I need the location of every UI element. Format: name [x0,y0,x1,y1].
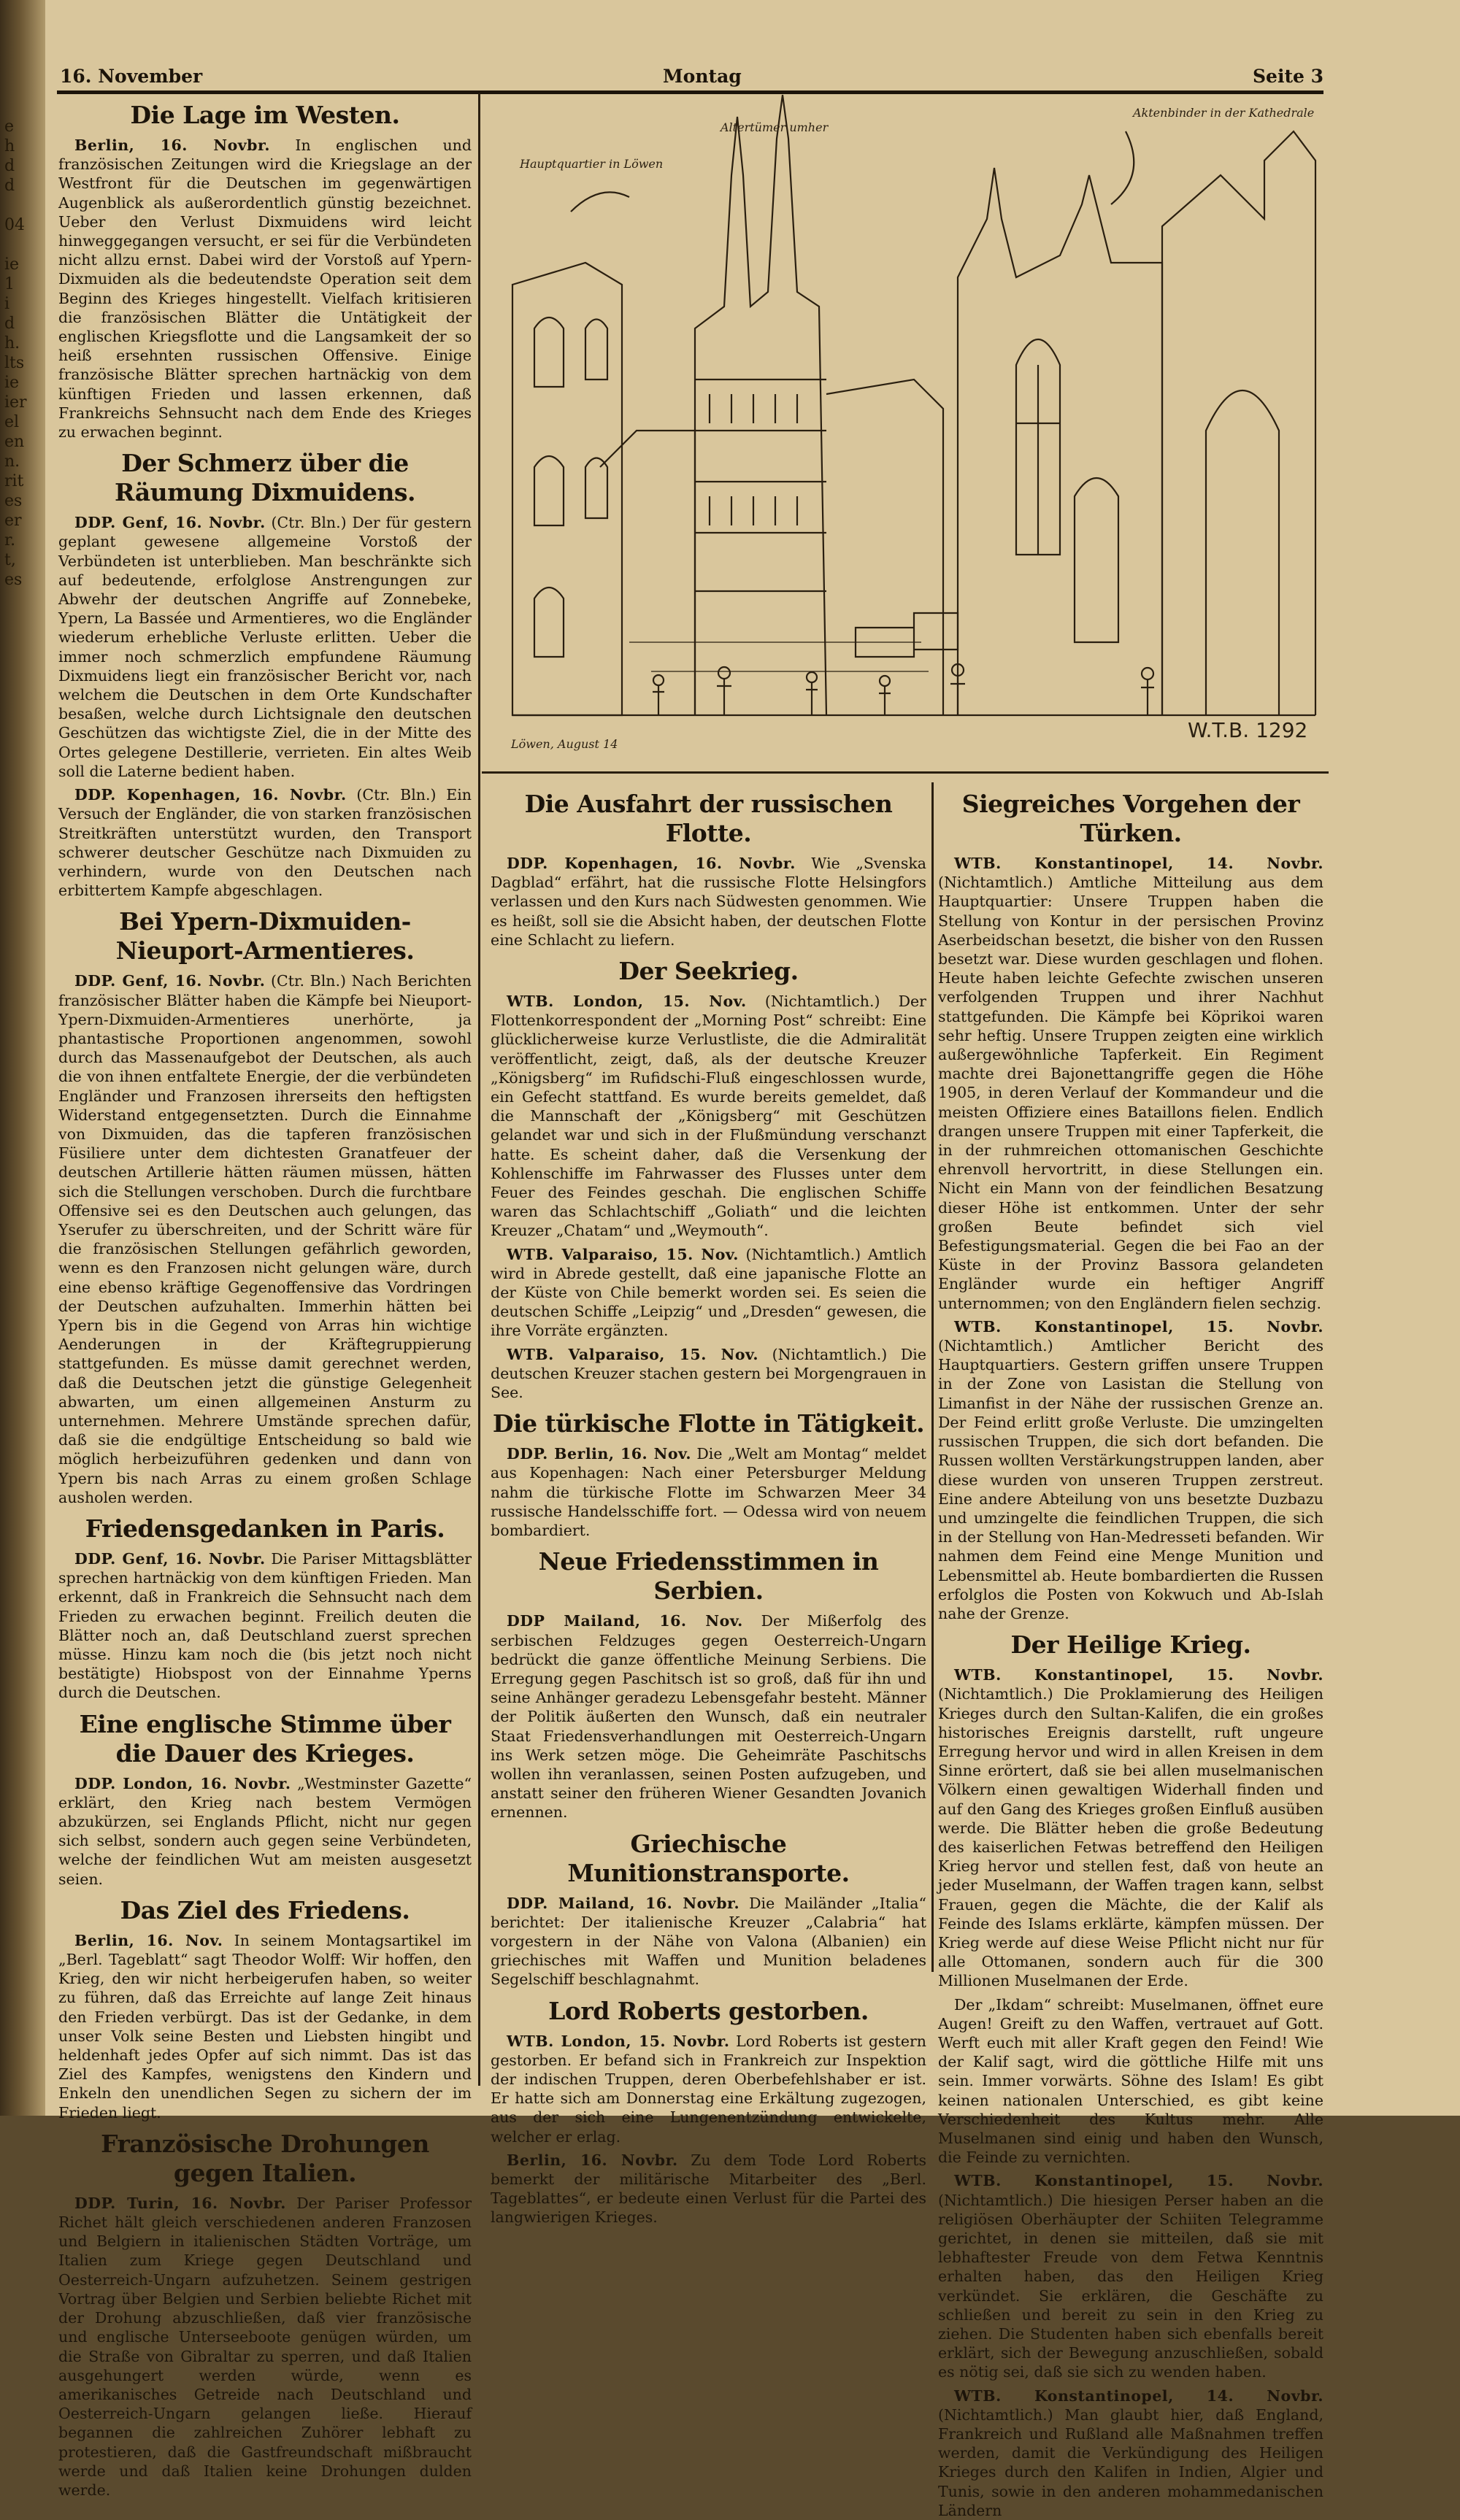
article-paragraph [491,1345,926,1403]
sketch-note-middle: Altertümer umher [721,120,829,134]
article [58,907,472,1507]
article-paragraph [938,1995,1323,2168]
column-rule [931,782,934,1972]
article [491,1409,926,1540]
article-text: (Nichtamtlich.) Der Flottenkorrespondent der „Morning Post“ schreibt: Eine glücklicherweise kurze Verlustliste, die die Admiralität veröffentlicht, zeigt, daß, als der deutsche Kreuzer „Königsberg“ im Rufidschi-Fluß eingeschlossen wurde, ein Gefecht stattfand. Es wurde bereits gemeldet, daß die Mannschaft der „Königsberg“ mit Geschützen gelandet war und sich in der Flußmündung verschanzt hatte. Es scheint daher, daß die Versenkung der Kohlenschiffe im Fahrwasser des Flusses unter dem Feuer des Feindes geschah. Die englischen Schiffe waren das Schlachtschiff „Goliath“ und die leichten Kreuzer „Chatam“ und „Weymouth“. [491,993,926,1240]
article-text: (Nichtamtlich.) Die deutschen Kreuzer stachen gestern bei Morgengrauen in See. [491,1345,926,1402]
sketch-caption: W.T.B. 1292 [1188,718,1308,742]
article-paragraph [58,971,472,1507]
article-text: (Nichtamtlich.) Amtlich wird in Abrede gestellt, daß eine japanische Flotte an der Küste von Chile bemerkt worden sei. Es seien die deutschen Schiffe „Leipzig“ und „Dresden“ gewesen, die ihre Vorräte ergänzten. [491,1245,926,1340]
article-paragraph [491,2032,926,2146]
sketch-illustration [505,88,1323,766]
article-headline: Französische Drohungen gegen Italien. [101,2129,429,2187]
facing-page-fragment: e h d d 04 ie 1 i d h. lts ie ier el en n. rit es er r. t, es [4,117,27,589]
dateline: Berlin, 16. Novbr. [507,2151,678,2169]
article [491,957,926,1402]
article [58,1514,472,1703]
article-headline: Neue Friedensstimmen in Serbien. [538,1547,879,1606]
article-headline: Das Ziel des Friedens. [120,1895,410,1924]
article-paragraph [938,1317,1323,1623]
dateline: DDP. Genf, 16. Novbr. [74,514,266,532]
article-paragraph [491,854,926,949]
dateline: Berlin, 16. Nov. [74,1931,223,1949]
article [491,1997,926,2227]
article [58,1710,472,1889]
article-headline: Der Seekrieg. [618,957,799,986]
article-paragraph [58,1931,472,2122]
article-text: (Nichtamtlich.) Amtlicher Bericht des Hauptquartiers. Gestern griffen unsere Truppen in der Zone von Lasistan die Stellung von Limanfist in der Nähe der russischen Grenze an. Der Feind erlitt große Verluste. Die umzingelten russischen Truppen, die sich dort befanden. Die Russen wollten Verstärkungstruppen landen, aber diese wurden von unseren Truppen zerstreut. Eine andere Abteilung von uns besetzte Duzbazu und umzingelte die feindlichen Truppen, die sich in der Stellung von Han-Medresseti befanden. Wir nahmen dem Feind eine Menge Munition und Lebensmittel ab. Heute bombardierten die Russen erfolglos die Posten von Kokwuch und Ab-Islah nahe der Grenze. [938,1337,1323,1622]
article-text: Die Pariser Mittagsblätter sprechen hartnäckig von dem künftigen Frieden. Man erkennt, daß in Frankreich die Sehnsucht nach dem Frieden zu erwachen beginnt. Freilich deuten die Blätter noch an, daß Deutschland zuerst sprechen müsse. Hinzu kam noch die (bis jetzt noch nicht bestätigte) Hiobspost von der Einnahme Yperns durch die Deutschen. [58,1550,472,1702]
article-text: (Nichtamtlich.) Man glaubt hier, daß England, Frankreich und Rußland alle Maßnahmen treffen werden, damit die Verkündigung des Heiligen Krieges durch den Kalifen in Indien, Algier und Tunis, sowie in den anderen mohammedanischen Ländern [938,2405,1323,2519]
column-1 [58,93,472,2499]
article-text: (Ctr. Bln.) Nach Berichten französischer Blätter haben die Kämpfe bei Nieuport-Ypern-Dixmuiden-Armentieres unerhörte, ja phantastische Proportionen angenommen, sowohl durch das Massenaufgebot der Deutschen, als auch die von ihnen entfaltete Energie, der die verbündeten Engländer und Franzosen ihrerseits den heftigsten Widerstand entgegensetzten. Durch die Einnahme von Dixmuiden, das die tapferen französischen Füsiliere unter dem dichtesten Granatfeuer der deutschen Artillerie hätten räumen müssen, hätten sich die Stellungen verschoben. Durch die furchtbare Offensive sei es den Deutschen auch gelungen, das Yserufer zu überschreiten, und der Schritt wäre für die französischen Stellungen gefährlich geworden, wenn es den Franzosen nicht gelungen wäre, durch eine ebenso kräftige Gegenoffensive das Vordringen der Deutschen aufzuhalten. Immerhin hätten bei Ypern bis in die Gegend von Arras hin wichtige Aenderungen in der Kräftegruppierung stattgefunden. Es müsse damit gerechnet werden, daß die Deutschen jetzt die günstige Gelegenheit abwarten, um einen allgemeinen Ansturm zu unternehmen. Mehrere Umstände sprechen dafür, daß sie die endgültige Entscheidung so bald wie möglich herbeizuführen gedenken und dann von Ypern bis nach Arras zu einem großen Schlage ausholen werden. [58,972,472,1506]
article-text: Der Pariser Professor Richet hält gleich verschiedenen anderen Franzosen und Belgiern in italienischen Städten Vorträge, um Italien zum Kriege gegen Deutschland und Oesterreich-Ungarn aufzuhetzen. Seinem gestrigen Vortrag über Belgien und Serbien beliebte Richet mit der Drohung abzuschließen, daß vier französische und englische Unterseeboote genügen würden, um die Straße von Gibraltar zu sperren, und daß Italien ausgehungert werden würde, wenn es amerikanisches Getreide nach Deutschland und Oesterreich-Ungarn gelangen ließe. Hierauf begannen die zahlreichen Zuhörer lebhaft zu protestieren, daß die Gastfreundschaft mißbraucht werde und daß Italien keine Drohungen dulden werde. [58,2194,472,2499]
article [58,1896,472,2122]
article [58,449,472,900]
article-text: Der Mißerfolg des serbischen Feldzuges gegen Oesterreich-Ungarn bedrückt die ganze öffentliche Meinung Serbiens. Die Erregung gegen Paschitsch ist so groß, daß für ihn und seine Anhänger geradezu Lebensgefahr besteht. Männer der Politik äußerten den Wunsch, daß ein neutraler Staat Friedensverhandlungen mit Oesterreich-Ungarn ins Werk setzen möge. Die Geheimräte Paschitschs wollen ihn veranlassen, seinen Posten aufzugeben, und anstatt seiner den früheren Wiener Gesandten Jovanich ernennen. [491,1612,926,1822]
dateline: DDP. Berlin, 16. Nov. [507,1445,691,1463]
article-text: „Westminster Gazette“ erklärt, den Krieg nach bestem Vermögen abzukürzen, sei Englands Pflicht, nicht nur gegen sich selbst, sondern auch gegen seine Verbündeten, welche der feindlichen Wut am meisten ausgesetzt seien. [58,1774,472,1888]
article [491,790,926,949]
article-paragraph [938,2171,1323,2381]
article-paragraph [491,1245,926,1341]
article-headline: Der Schmerz über die Räumung Dixmuidens. [115,449,415,507]
article-headline: Siegreiches Vorgehen der Türken. [961,790,1300,847]
article-headline: Griechische Munitionstransporte. [567,1829,850,1887]
article-paragraph [938,2386,1323,2520]
article-headline: Die Ausfahrt der russischen Flotte. [524,790,893,847]
dateline: DDP. Turin, 16. Novbr. [74,2194,286,2212]
article-paragraph [491,1444,926,1540]
sketch-rule [482,771,1329,774]
article-paragraph [58,2194,472,2500]
dateline: WTB. Valparaiso, 15. Nov. [507,1345,758,1363]
dateline: DDP. Kopenhagen, 16. Novbr. [507,855,796,872]
header-date: 16. November [60,66,203,87]
dateline: DDP. London, 16. Novbr. [74,1774,291,1792]
article [58,101,472,442]
dateline: WTB. Konstantinopel, 15. Novbr. [954,2172,1323,2190]
article-text: (Ctr. Bln.) Der für gestern geplant gewesene allgemeine Vorstoß der Verbündeten ist unterblieben. Man beschränkte sich auf bedeutende, erfolglose Anstrengungen zur Abwehr der deutschen Angriffe auf Zonnebeke, Ypern, La Bassée und Armentieres, wo die Engländer wiederum erhebliche Verluste erlitten. Ueber die immer noch schmerzlich empfundene Räumung Dixmuidens liegt ein französischer Bericht vor, nach welchem die Deutschen in dem Orte Kundschafter besaßen, welche durch Lichtsignale den deutschen Geschützen das wichtigste Ziel, die in der Mitte des Ortes gelegene Destillerie, verrieten. Ein altes Weib soll die Laterne bedient haben. [58,514,472,780]
article-paragraph [58,513,472,781]
dateline: WTB. Konstantinopel, 15. Novbr. [954,1666,1323,1684]
article [938,1630,1323,2520]
column-rule [478,93,480,2086]
column-3 [938,782,1323,2519]
article-text: (Nichtamtlich.) Amtliche Mitteilung aus dem Hauptquartier: Unsere Truppen haben die Stellung von Kontur in der persischen Provinz Aserbeidschan besetzt, die bisher von den Russen besetzt war. Diese wurden geschlagen und flohen. Heute haben leichte Gefechte zwischen unseren verfolgenden Truppen und ihrer Nachhut stattgefunden. Die Kämpfe bei Köprikoi waren sehr heftig. Unsere Truppen zeigten eine wirklich außergewöhnliche Tapferkeit. Ein Regiment machte drei Bajonettangriffe gegen die Höhe 1905, in deren Verlauf der Kommandeur und die meisten Offiziere eines Bataillons fielen. Endlich drangen unsere Truppen mit einer Tapferkeit, die in der ruhmreichen ottomanischen Geschichte ehrenvoll hervortritt, in diese Stellungen ein. Nicht ein Mann von der feindlichen Besatzung dieser Höhe ist entkommen. Unter der sehr großen Beute befindet sich viel Befestigungsmaterial. Gegen die bei Fao an der Küste in der Provinz Bassora gelandeten Engländer wurde ein heftiger Angriff unternommen; von den Engländern fielen sechzig. [938,874,1323,1312]
article-text: Die Mailänder „Italia“ berichtet: Der italienische Kreuzer „Calabria“ hat vorgestern in der Nähe von Valona (Albanien) ein griechisches mit Waffen und Munition beladenes Segelschiff beschlagnahmt. [491,1894,926,1989]
article [491,1547,926,1822]
dateline: WTB. Valparaiso, 15. Nov. [507,1245,739,1263]
article-text: (Nichtamtlich.) Die hiesigen Perser haben an die religiösen Oberhäupter der Schiiten Telegramme gerichtet, in denen sie mitteilen, daß sie mit lebhaftester Freude von dem Fetwa Kenntnis erhalten haben, das den Heiligen Krieg verkündet. Sie erklären, die Geschäfte zu schließen und bereit zu sein in den Krieg zu ziehen. Die Studenten haben sich ebenfalls bereit erklärt, sich der Bewegung anzuschließen, sobald es nötig sei, daß sie sich zu wenden haben. [938,2191,1323,2381]
article-headline: Lord Roberts gestorben. [548,1996,869,2025]
article-headline: Die Lage im Westen. [130,101,400,129]
header-page-number: Seite 3 [1252,66,1323,87]
article-paragraph [491,1611,926,1822]
article-paragraph [58,1549,472,1703]
article-paragraph [938,1665,1323,1990]
article-text: Wie „Svenska Dagblad“ erfährt, hat die russische Flotte Helsingfors verlassen und den Kurs nach Südwesten genommen. Wie es heißt, soll sie die Absicht haben, der deutschen Flotte eine Schlacht zu liefern. [491,855,926,949]
article-paragraph [58,785,472,900]
article [938,790,1323,1623]
article-text: In englischen und französischen Zeitungen wird die Kriegslage an der Westfront für die Deutschen im gegenwärtigen Augenblick als außerordentlich günstig bezeichnet. Ueber den Verlust Dixmuidens wird leicht hinweggegangen versucht, er sei für die Verbündeten nicht allzu ernst. Dabei wird der Vorstoß auf Ypern-Dixmuiden als die bedeutendste Operation seit dem Beginn des Krieges hingestellt. Vielfach kritisieren die französischen Blätter die Untätigkeit der englischen Kriegsflotte und die Langsamkeit der so heiß ersehnten russischen Offensive. Einige französische Blätter sprechen hartnäckig von dem künftigen Frieden und lassen erkennen, daß Frankreichs Sehnsucht nach dem Ende des Krieges zu erwachen beginnt. [58,136,472,442]
header-day: Montag [663,66,742,87]
article-paragraph [938,854,1323,1313]
dateline: DDP. Kopenhagen, 16. Novbr. [74,786,347,804]
article-text: Lord Roberts ist gestern gestorben. Er befand sich in Frankreich zur Inspektion der indischen Truppen, deren Oberbefehlshaber er ist. Er hatte sich am Donnerstag eine Erkältung zugezogen, aus der sich eine Lungenentzündung entwickelte, welcher er erlag. [491,2032,926,2146]
column-2 [491,782,926,2227]
article-headline: Der Heilige Krieg. [1010,1630,1251,1660]
dateline: DDP. Genf, 16. Novbr. [74,972,266,990]
sketch-note-right: Aktenbinder in der Kathedrale [1133,106,1315,120]
sketch-note-left: Hauptquartier in Löwen [520,157,664,171]
dateline: WTB. Konstantinopel, 14. Novbr. [954,2386,1323,2405]
book-binding [0,0,45,2116]
article-text: (Ctr. Bln.) Ein Versuch der Engländer, die von starken französischen Streitkräften unterstützt wurden, den Transport schwerer deutscher Geschütze nach Dixmuiden zu verhindern, wurde von den Deutschen nach erbittertem Kampfe abgeschlagen. [58,786,472,900]
dateline: DDP. Genf, 16. Novbr. [74,1550,266,1568]
article-text: Die „Welt am Montag“ meldet aus Kopenhagen: Nach einer Petersburger Meldung nahm die türkische Flotte im Schwarzen Meer 34 russische Handelsschiffe fort. — Odessa wird von neuem bombardiert. [491,1445,926,1540]
dateline: WTB. London, 15. Novbr. [507,2032,730,2050]
dateline: Berlin, 16. Novbr. [74,136,271,154]
article-text: Zu dem Tode Lord Roberts bemerkt der militärische Mitarbeiter des „Berl. Tageblattes“, er bedeute einen Verlust für die Partei des langwierigen Krieges. [491,2151,926,2227]
article-headline: Friedensgedanken in Paris. [85,1514,445,1543]
dateline: WTB. London, 15. Nov. [507,993,747,1011]
article-text: Der „Ikdam“ schreibt: Muselmanen, öffnet eure Augen! Greift zu den Waffen, vertrauet auf Gott. Werft euch mit aller Kraft gegen den Feind! Wie der Kalif sagt, wird die göttliche Hilfe mit uns sein. Immer vorwärts. Söhne des Islam! Es gibt keinen nationalen Unterschied, es gibt keine Verschiedenheit des Kultus mehr. Alle Muselmanen sind einig und haben den Wunsch, die Feinde zu vernichten. [938,1995,1323,2167]
article [491,1830,926,1989]
article-paragraph [491,1894,926,1989]
article-text: In seinem Montagsartikel im „Berl. Tageblatt“ sagt Theodor Wolff: Wir hoffen, den Krieg, den wir nicht herbeigerufen haben, so weiter zu führen, daß das Erreichte auf lange Zeit hinaus den Frieden verbürgt. Das ist der Gedanke, in dem unser Volk seine Besten und Liebsten hingibt und heldenhaft jedes Opfer auf sich nimmt. Das ist das Ziel des Kampfes, wenigstens den Kindern und Enkeln den unendlichen Segen zu sichern der im Frieden liegt. [58,1931,472,2122]
article-headline: Bei Ypern-Dixmuiden-Nieuport-Armentieres. [115,907,415,966]
article-headline: Eine englische Stimme über die Dauer des Krieges. [79,1709,451,1768]
dateline: WTB. Konstantinopel, 14. Novbr. [954,855,1323,872]
article-paragraph [58,1774,472,1889]
dateline: WTB. Konstantinopel, 15. Novbr. [954,1317,1323,1336]
article-headline: Die türkische Flotte in Tätigkeit. [492,1409,925,1438]
dateline: DDP Mailand, 16. Nov. [507,1612,743,1630]
article-paragraph [58,136,472,442]
article-text: (Nichtamtlich.) Die Proklamierung des Heiligen Krieges durch den Sultan-Kalifen, die ein großes historisches Ereignis darstellt, ruft ungeure Erregung hervor und wird in allen Kreisen in dem Sinne erörtert, daß sie bei allen muselmanischen Völkern einen gewaltigen Widerhall finden und auf den Gang des Krieges großen Einfluß ausüben werde. Die Blätter heben die große Bedeutung des kaiserlichen Fetwas betreffend den Heiligen Krieg hervor und stellen fest, daß von heute an jeder Muselmann, der Waffen tragen kann, selbst Frauen, gegen die Mächte, die der Kalif als Feinde des Islams erklärte, kämpfen müssen. Der Krieg werde auf diese Weise Pflicht nicht nur für alle Ottomanen, sondern auch für die 300 Millionen Muselmanen der Erde. [938,1685,1323,1990]
article-paragraph [491,2151,926,2227]
article [58,2130,472,2500]
sketch-signature: Löwen, August 14 [511,737,618,751]
dateline: DDP. Mailand, 16. Novbr. [507,1894,740,1912]
article-paragraph [491,992,926,1241]
